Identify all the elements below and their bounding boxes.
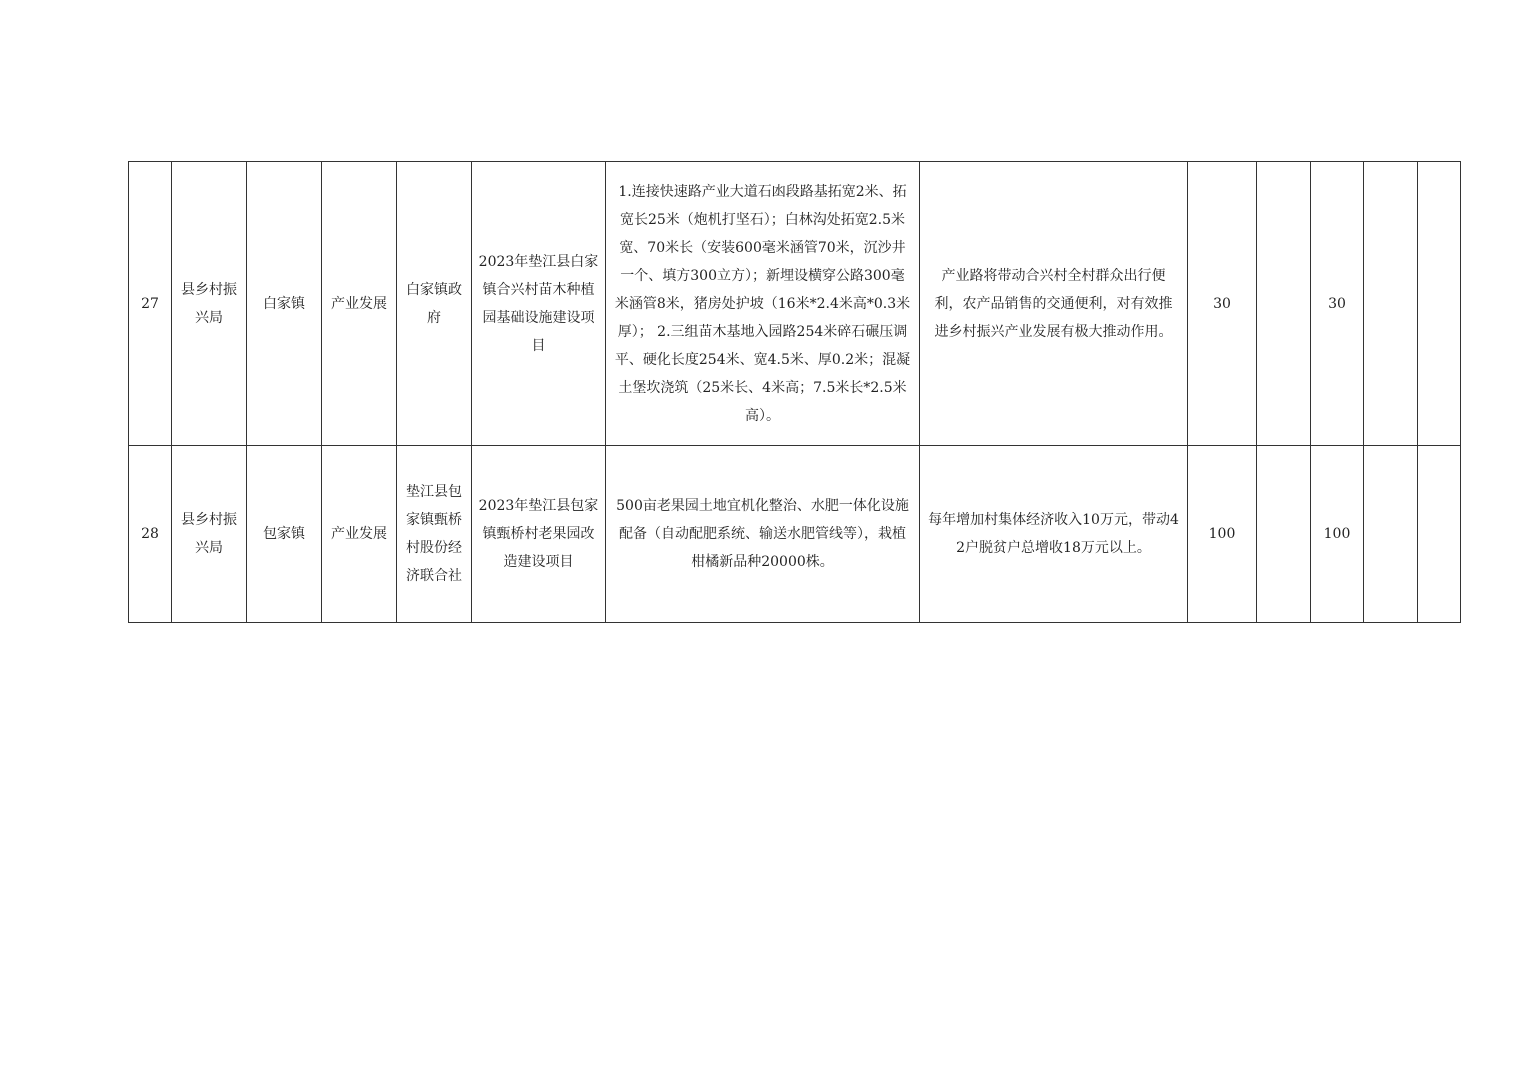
funding-column-b-cell: 100: [1311, 446, 1364, 623]
funding-column-c-cell: [1364, 162, 1418, 446]
funding-column-a-cell: [1257, 446, 1311, 623]
funding-column-c-cell: [1364, 446, 1418, 623]
row-number: 28: [129, 446, 172, 623]
benefit-cell: 产业路将带动合兴村全村群众出行便利，农产品销售的交通便利，对有效推进乡村振兴产业发展有极大推动作用。: [920, 162, 1188, 446]
table-row: [129, 446, 1461, 623]
town-cell: 包家镇: [247, 446, 322, 623]
category-cell: 产业发展: [322, 162, 397, 446]
owner-cell: 白家镇政府: [397, 162, 472, 446]
category-cell: 产业发展: [322, 446, 397, 623]
construction-content-cell: 500亩老果园土地宜机化整治、水肥一体化设施配备（自动配肥系统、输送水肥管线等），栽植柑橘新品种20000株。: [606, 446, 920, 623]
department-cell: 县乡村振兴局: [172, 162, 247, 446]
owner-cell: 垫江县包家镇甄桥村股份经济联合社: [397, 446, 472, 623]
project-name-cell: 2023年垫江县白家镇合兴村苗木种植园基础设施建设项目: [472, 162, 606, 446]
construction-content-cell: 1.连接快速路产业大道石凼段路基拓宽2米、拓宽长25米（炮机打坚石）；白林沟处拓宽2.5米宽、70米长（安装600毫米涵管70米，沉沙井一个、填方300立方）；新埋设横穿公路300毫米涵管8米，猪房处护坡（16米*2.4米高*0.3米厚）； 2.三组苗木基地入园路254米碎石碾压调平、硬化长度254米、宽4.5米、厚0.2米；混凝土堡坎浇筑（25米长、4米高；7.5米长*2.5米高）。: [606, 162, 920, 446]
project-name-cell: 2023年垫江县包家镇甄桥村老果园改造建设项目: [472, 446, 606, 623]
funding-column-b-cell: 30: [1311, 162, 1364, 446]
funding-column-d-cell: [1418, 162, 1461, 446]
total-investment-cell: 100: [1188, 446, 1257, 623]
funding-column-d-cell: [1418, 446, 1461, 623]
department-cell: 县乡村振兴局: [172, 446, 247, 623]
total-investment-cell: 30: [1188, 162, 1257, 446]
project-table: [128, 161, 1461, 623]
row-number: 27: [129, 162, 172, 446]
town-cell: 白家镇: [247, 162, 322, 446]
table-row: [129, 162, 1461, 446]
benefit-cell: 每年增加村集体经济收入10万元，带动42户脱贫户总增收18万元以上。: [920, 446, 1188, 623]
funding-column-a-cell: [1257, 162, 1311, 446]
